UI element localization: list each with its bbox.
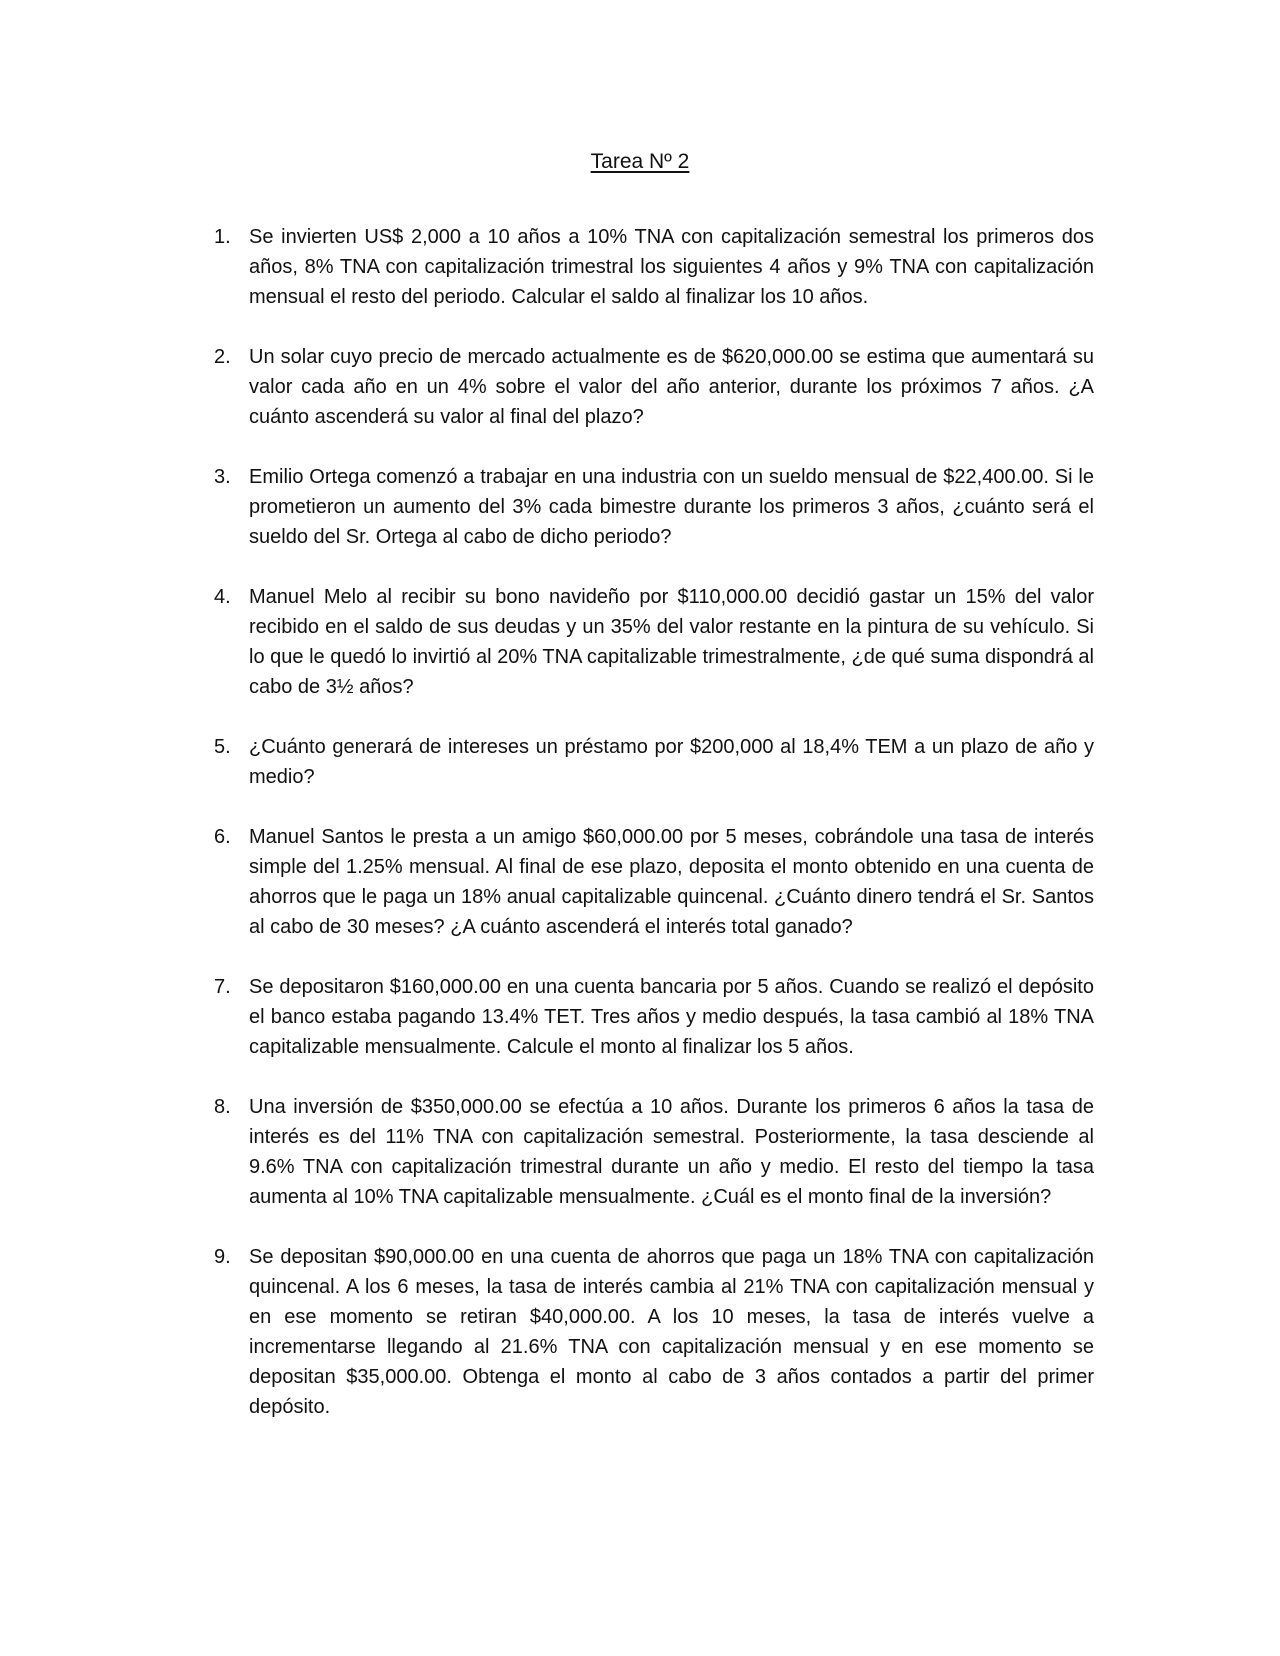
exercise-text: Una inversión de $350,000.00 se efectúa a 10 años. Durante los primeros 6 años la tasa de interés es del 11% TNA con capitalización semestral. Posteriormente, la tasa desciende al 9.6% TNA con capitalización trimestral durante un año y medio. El resto del tiempo la tasa aumenta al 10% TNA capitalizable mensualmente. ¿Cuál es el monto final de la inversión? bbox=[249, 1096, 1094, 1208]
exercise-text: Manuel Santos le presta a un amigo $60,000.00 por 5 meses, cobrándole una tasa de interés simple del 1.25% mensual. Al final de ese plazo, deposita el monto obtenido en una cuenta de ahorros que le paga un 18% anual capitalizable quincenal. ¿Cuánto dinero tendrá el Sr. Santos al cabo de 30 meses? ¿A cuánto ascenderá el interés total ganado? bbox=[249, 826, 1094, 938]
exercise-item-2 bbox=[214, 342, 1094, 432]
exercise-number: 9. bbox=[214, 1246, 231, 1268]
exercise-number: 3. bbox=[214, 466, 231, 488]
exercise-item-5 bbox=[214, 732, 1094, 792]
page-title-text: Tarea Nº 2 bbox=[590, 150, 690, 173]
exercise-item-3 bbox=[214, 462, 1094, 552]
exercise-item-7 bbox=[214, 972, 1094, 1062]
exercise-list bbox=[214, 222, 1094, 1452]
exercise-number: 5. bbox=[214, 736, 231, 758]
exercise-text: Se depositan $90,000.00 en una cuenta de ahorros que paga un 18% TNA con capitalización quincenal. A los 6 meses, la tasa de interés cambia al 21% TNA con capitalización mensual y en ese momento se retiran $40,000.00. A los 10 meses, la tasa de interés vuelve a incrementarse llegando al 21.6% TNA con capitalización mensual y en ese momento se depositan $35,000.00. Obtenga el monto al cabo de 3 años contados a partir del primer depósito. bbox=[249, 1246, 1094, 1418]
exercise-text: Manuel Melo al recibir su bono navideño por $110,000.00 decidió gastar un 15% del valor recibido en el saldo de sus deudas y un 35% del valor restante en la pintura de su vehículo. Si lo que le quedó lo invirtió al 20% TNA capitalizable trimestralmente, ¿de qué suma dispondrá al cabo de 3½ años? bbox=[249, 586, 1094, 698]
exercise-item-1 bbox=[214, 222, 1094, 312]
exercise-item-9 bbox=[214, 1242, 1094, 1422]
exercise-number: 6. bbox=[214, 826, 231, 848]
exercise-text: Emilio Ortega comenzó a trabajar en una industria con un sueldo mensual de $22,400.00. Si le prometieron un aumento del 3% cada bimestre durante los primeros 3 años, ¿cuánto será el sueldo del Sr. Ortega al cabo de dicho periodo? bbox=[249, 466, 1094, 548]
exercise-text: Se invierten US$ 2,000 a 10 años a 10% TNA con capitalización semestral los primeros dos años, 8% TNA con capitalización trimestral los siguientes 4 años y 9% TNA con capitalización mensual el resto del periodo. Calcular el saldo al finalizar los 10 años. bbox=[249, 226, 1094, 308]
page-title bbox=[0, 148, 1280, 176]
exercise-item-8 bbox=[214, 1092, 1094, 1212]
exercise-number: 4. bbox=[214, 586, 231, 608]
exercise-text: Un solar cuyo precio de mercado actualmente es de $620,000.00 se estima que aumentará su valor cada año en un 4% sobre el valor del año anterior, durante los próximos 7 años. ¿A cuánto ascenderá su valor al final del plazo? bbox=[249, 346, 1094, 428]
exercise-item-6 bbox=[214, 822, 1094, 942]
exercise-number: 8. bbox=[214, 1096, 231, 1118]
exercise-number: 2. bbox=[214, 346, 231, 368]
exercise-text: ¿Cuánto generará de intereses un préstamo por $200,000 al 18,4% TEM a un plazo de año y medio? bbox=[249, 736, 1094, 788]
exercise-number: 7. bbox=[214, 976, 231, 998]
exercise-text: Se depositaron $160,000.00 en una cuenta bancaria por 5 años. Cuando se realizó el depósito el banco estaba pagando 13.4% TET. Tres años y medio después, la tasa cambió al 18% TNA capitalizable mensualmente. Calcule el monto al finalizar los 5 años. bbox=[249, 976, 1094, 1058]
exercise-item-4 bbox=[214, 582, 1094, 702]
exercise-number: 1. bbox=[214, 226, 231, 248]
